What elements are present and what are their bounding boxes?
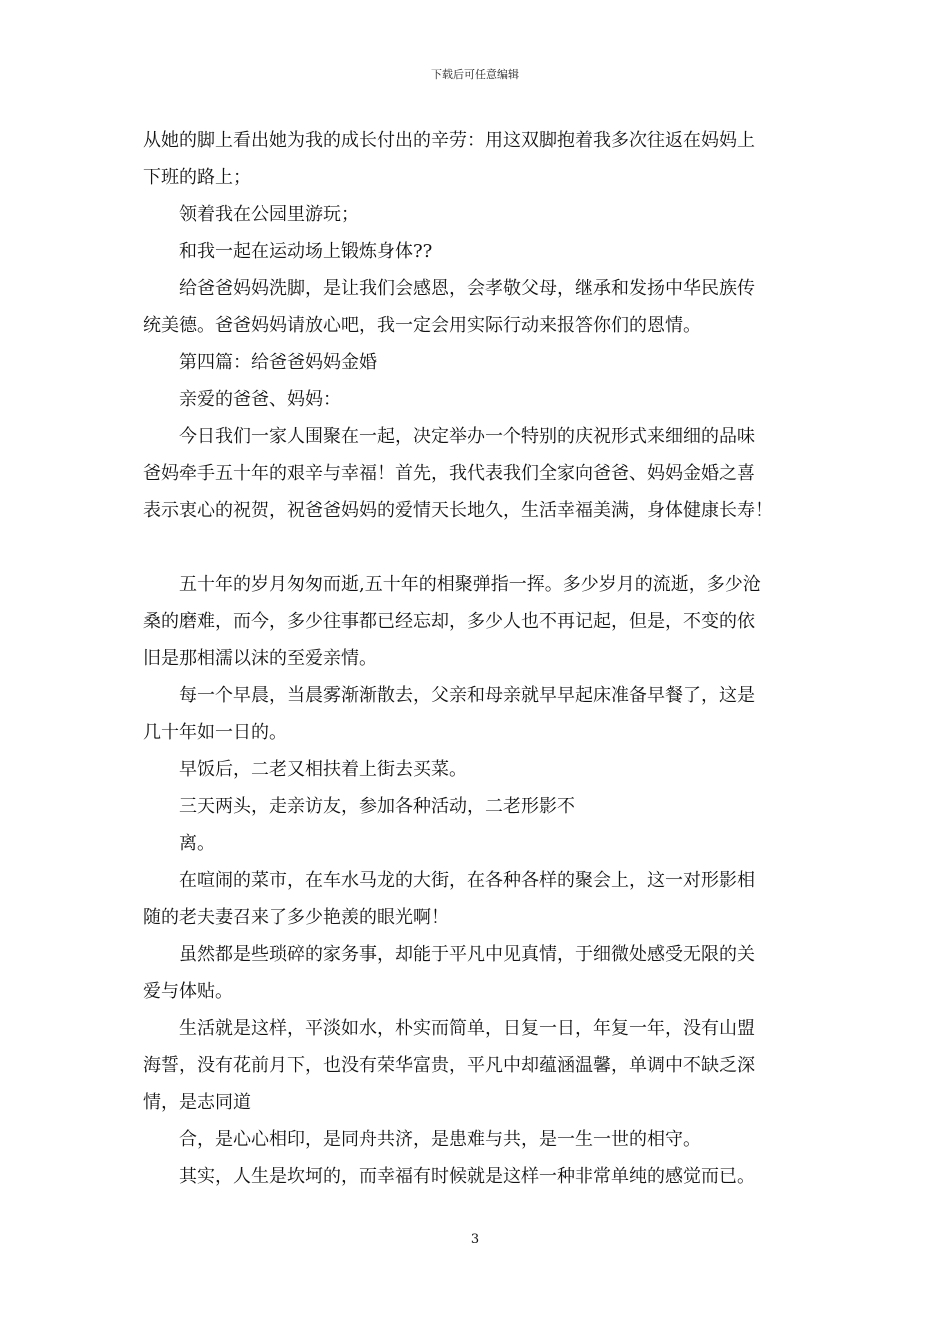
text-line: 其实，人生是坎坷的，而幸福有时候就是这样一种非常单纯的感觉而已。 [179, 1166, 755, 1187]
text-line: 虽然都是些琐碎的家务事，却能于平凡中见真情，于细微处感受无限的关 [179, 944, 755, 965]
text-line: 三天两头，走亲访友，参加各种活动，二老形影不 [179, 796, 575, 817]
text-line: 表示衷心的祝贺，祝爸爸妈妈的爱情天长地久，生活幸福美满，身体健康长寿！ [143, 500, 773, 521]
text-line: 旧是那相濡以沫的至爱亲情。 [143, 648, 377, 669]
salutation: 亲爱的爸爸、妈妈： [179, 389, 341, 410]
text-line: 海誓，没有花前月下，也没有荣华富贵，平凡中却蕴涵温馨，单调中不缺乏深 [143, 1055, 755, 1076]
document-body [143, 122, 823, 1195]
section-heading: 第四篇：给爸爸妈妈金婚 [179, 352, 377, 373]
text-line: 早饭后，二老又相扶着上街去买菜。 [179, 759, 467, 780]
text-line: 离。 [179, 833, 215, 854]
text-line: 合，是心心相印，是同舟共济，是患难与共，是一生一世的相守。 [179, 1129, 701, 1150]
text-line: 几十年如一日的。 [143, 722, 287, 743]
page-number: 3 [470, 1232, 480, 1247]
text-line: 领着我在公园里游玩； [179, 204, 359, 225]
text-line: 在喧闹的菜市，在车水马龙的大街，在各种各样的聚会上，这一对形影相 [179, 870, 755, 891]
text-line: 给爸爸妈妈洗脚，是让我们会感恩，会孝敬父母，继承和发扬中华民族传 [179, 278, 755, 299]
text-line: 情，是志同道 [143, 1092, 251, 1113]
paragraph-gap [143, 529, 823, 566]
text-line: 爸妈牵手五十年的艰辛与幸福！首先，我代表我们全家向爸爸、妈妈金婚之喜 [143, 463, 755, 484]
text-line: 统美德。爸爸妈妈请放心吧，我一定会用实际行动来报答你们的恩情。 [143, 315, 701, 336]
text-line: 桑的磨难，而今，多少往事都已经忘却，多少人也不再记起，但是，不变的依 [143, 611, 755, 632]
text-line: 从她的脚上看出她为我的成长付出的辛劳：用这双脚抱着我多次往返在妈妈上 [143, 130, 755, 151]
text-line: 五十年的岁月匆匆而逝,五十年的相聚弹指一挥。多少岁月的流逝，多少沧 [179, 574, 761, 595]
text-line: 下班的路上； [143, 167, 251, 188]
text-line: 随的老夫妻召来了多少艳羡的眼光啊！ [143, 907, 449, 928]
text-line: 爱与体贴。 [143, 981, 233, 1002]
text-line: 和我一起在运动场上锻炼身体?? [179, 241, 433, 262]
text-line: 每一个早晨，当晨雾渐渐散去，父亲和母亲就早早起床准备早餐了，这是 [179, 685, 755, 706]
text-line: 生活就是这样，平淡如水，朴实而简单，日复一日，年复一年，没有山盟 [179, 1018, 755, 1039]
text-line: 今日我们一家人围聚在一起，决定举办一个特别的庆祝形式来细细的品味 [179, 426, 755, 447]
page-header: 下载后可任意编辑 [431, 68, 519, 81]
